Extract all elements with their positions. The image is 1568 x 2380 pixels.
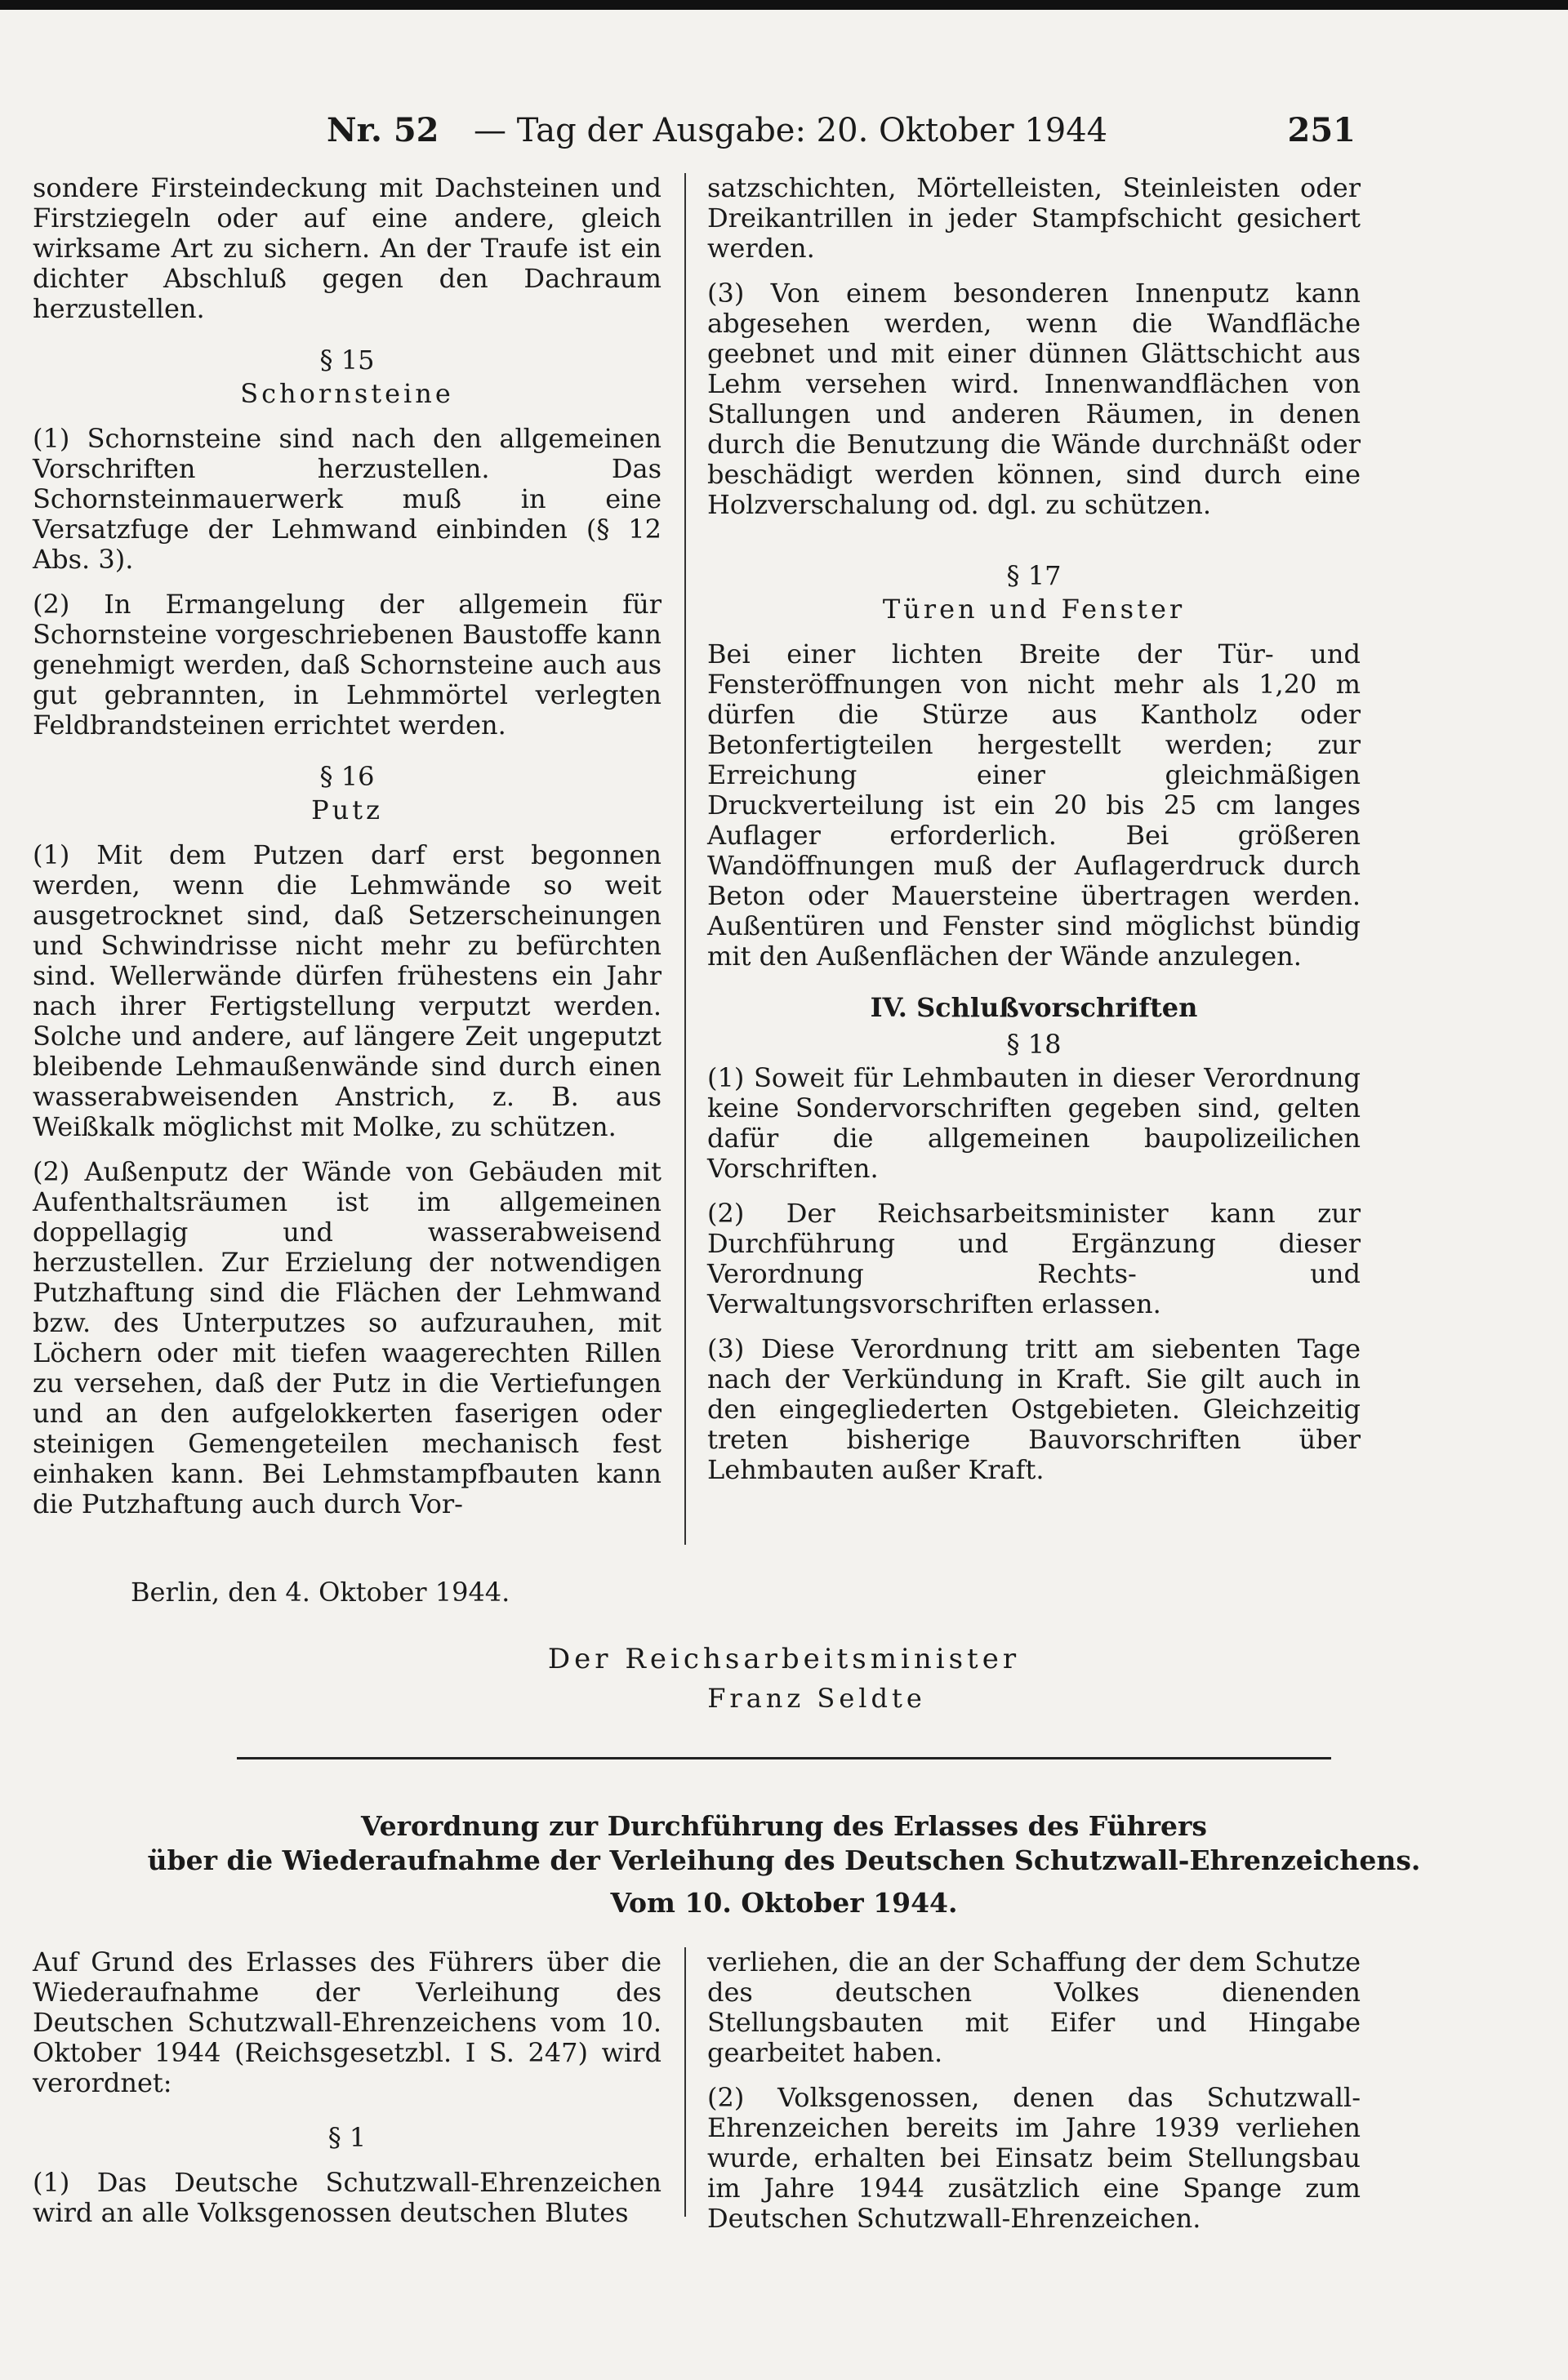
- left-column: [33, 173, 662, 1534]
- signatory-name: Franz Seldte: [707, 1683, 926, 1714]
- section-15-title: Schornsteine: [240, 378, 454, 409]
- section-15-paragraph-1: (1) Schornsteine sind nach den allgemeinen Vorschriften herzustellen. Das Schornsteinmauerwerk muß in eine Versatzfuge der Lehmwand einbinden (§ 12 Abs. 3).: [33, 423, 662, 575]
- decree-title-line-1: Verordnung zur Durchführung des Erlasses des Führers: [361, 1810, 1207, 1842]
- section-15-number: § 15: [319, 345, 375, 376]
- page-number: 251: [1287, 111, 1356, 149]
- decree-section-1-paragraph-2: (2) Volksgenossen, denen das Schutzwall-Ehrenzeichen bereits im Jahre 1939 verliehen wurde, erhalten bei Einsatz beim Stellungsbau im Jahre 1944 zusätzlich eine Spange zum Deutschen Schutzwall-Ehrenzeichen.: [707, 2082, 1361, 2234]
- section-18-paragraph-3: (3) Diese Verordnung tritt am siebenten Tage nach der Verkündung in Kraft. Sie gilt auch in den eingegliederten Ostgebieten. Gleichzeitig treten bisherige Bauvorschriften über Lehmbauten außer Kraft.: [707, 1333, 1361, 1485]
- section-16-paragraph-2: (2) Außenputz der Wände von Gebäuden mit Aufenthaltsräumen ist im allgemeinen doppellagig und wasserabweisend herzustellen. Zur Erzielung der notwendigen Putzhaftung sind die Flächen der Lehmwand bzw. des Unterputzes so aufzurauhen, mit Löchern oder mit tiefen waagerechten Rillen zu versehen, daß der Putz in die Vertiefungen und an den aufgelokkerten faserigen oder steinigen Gemengeteilen mechanisch fest einhaken kann. Bei Lehmstampfbauten kann die Putzhaftung auch durch Vor-: [33, 1156, 662, 1519]
- issue-number: Nr. 52: [327, 111, 439, 149]
- place-date: Berlin, den 4. Oktober 1944.: [131, 1577, 510, 1608]
- decree-title-line-2: über die Wiederaufnahme der Verleihung des Deutschen Schutzwall-Ehrenzeichens.: [147, 1844, 1421, 1876]
- section-17-number: § 17: [1006, 560, 1062, 591]
- section-separator: [237, 1757, 1331, 1759]
- section-17-paragraph-1: Bei einer lichten Breite der Tür- und Fensteröffnungen von nicht mehr als 1,20 m dürfen die Stürze aus Kantholz oder Betonfertigteilen hergestellt werden; zur Erreichung einer gleichmäßigen Druckverteilung ist ein 20 bis 25 cm langes Auflager erforderlich. Bei größeren Wandöffnungen muß der Auflagerdruck durch Beton oder Mauersteine übertragen werden. Außentüren und Fenster sind möglichst bündig mit den Außenflächen der Wände anzulegen.: [707, 638, 1361, 972]
- section-18-paragraph-1: (1) Soweit für Lehmbauten in dieser Verordnung keine Sondervorschriften gegeben sind, gelten dafür die allgemeinen baupolizeilichen Vorschriften.: [707, 1062, 1361, 1184]
- section-16-number: § 16: [319, 761, 375, 792]
- decree-section-1-number: § 1: [327, 2122, 367, 2153]
- scan-edge: [0, 0, 1568, 10]
- section-17-title: Türen und Fenster: [882, 594, 1186, 625]
- decree-preamble: Auf Grund des Erlasses des Führers über die Wiederaufnahme der Verleihung des Deutschen Schutzwall-Ehrenzeichens vom 10. Oktober 1944 (Reichsgesetzbl. I S. 247) wird verordnet:: [33, 1946, 662, 2098]
- decree-section-1-paragraph-1-cont: verliehen, die an der Schaffung der dem Schutze des deutschen Volkes dienenden Stellungsbauten mit Eifer und Hingabe gearbeitet haben.: [707, 1946, 1361, 2068]
- section-16-paragraph-1: (1) Mit dem Putzen darf erst begonnen werden, wenn die Lehmwände so weit ausgetrocknet sind, daß Setzerscheinungen und Schwindrisse nicht mehr zu befürchten sind. Wellerwände dürfen frühestens ein Jahr nach ihrer Fertigstellung verputzt werden. Solche und andere, auf längere Zeit ungeputzt bleibende Lehmaußenwände sind durch einen wasserabweisenden Anstrich, z. B. aus Weißkalk möglichst mit Molke, zu schützen.: [33, 839, 662, 1142]
- decree-date: Vom 10. Oktober 1944.: [610, 1887, 958, 1919]
- section-16-paragraph-3: (3) Von einem besonderen Innenputz kann abgesehen werden, wenn die Wandfläche geebnet und mit einer dünnen Glättschicht aus Lehm versehen wird. Innenwandflächen von Stallungen und anderen Räumen, in denen durch die Benutzung die Wände durchnäßt oder beschädigt werden können, sind durch eine Holzverschalung od. dgl. zu schützen.: [707, 278, 1361, 520]
- column-divider-top: [684, 173, 686, 1545]
- part-4-heading: IV. Schlußvorschriften: [870, 992, 1198, 1023]
- section-16-title: Putz: [311, 794, 383, 825]
- decree-left-column: [33, 1947, 662, 2243]
- right-column: [707, 173, 1361, 1500]
- signatory-ministry: Der Reichsarbeitsminister: [547, 1643, 1021, 1675]
- section-15-paragraph-2: (2) In Ermangelung der allgemein für Schornsteine vorgeschriebenen Baustoffe kann genehmigt werden, daß Schornsteine auch aus gut gebrannten, in Lehmmörtel verlegten Feldbrandsteinen errichtet werden.: [33, 589, 662, 741]
- page-header: [327, 106, 1454, 155]
- paragraph-continuation: satzschichten, Mörtelleisten, Steinleisten oder Dreikantrillen in jeder Stampfschicht gesichert werden.: [707, 172, 1361, 264]
- section-18-paragraph-2: (2) Der Reichsarbeitsminister kann zur Durchführung und Ergänzung dieser Verordnung Rechts- und Verwaltungsvorschriften erlassen.: [707, 1198, 1361, 1319]
- paragraph-intro: sondere Firsteindeckung mit Dachsteinen und Firstziegeln oder auf eine andere, gleich wirksame Art zu sichern. An der Traufe ist ein dichter Abschluß gegen den Dachraum herzustellen.: [33, 172, 662, 324]
- issue-date: — Tag der Ausgabe: 20. Oktober 1944: [474, 112, 1108, 149]
- section-18-number: § 18: [1006, 1029, 1062, 1060]
- column-divider-bottom: [684, 1947, 686, 2217]
- decree-right-column: [707, 1947, 1361, 2249]
- decree-section-1-paragraph-1: (1) Das Deutsche Schutzwall-Ehrenzeichen wird an alle Volksgenossen deutschen Blutes: [33, 2167, 662, 2228]
